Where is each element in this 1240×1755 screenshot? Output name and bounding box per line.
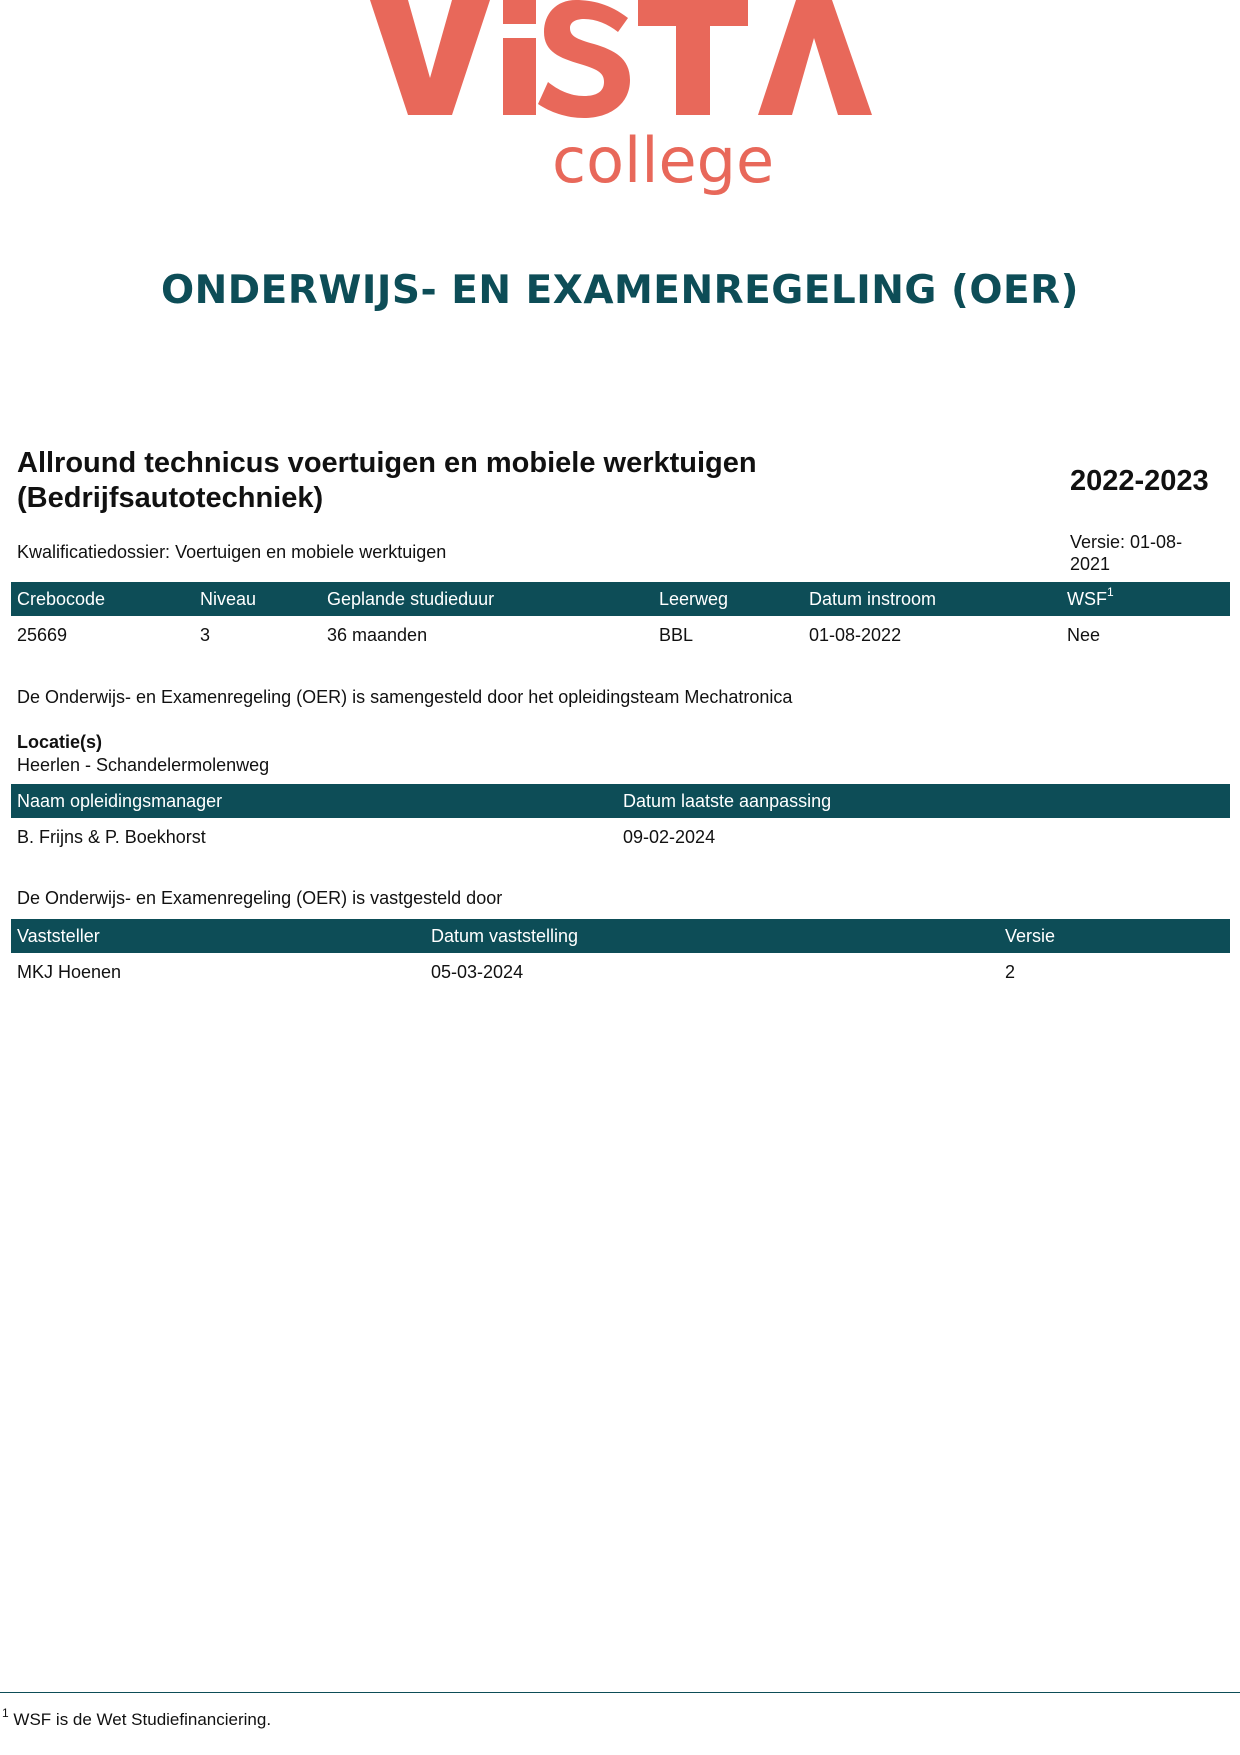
- cell-datum-instroom: 01-08-2022: [809, 624, 902, 645]
- cell-studieduur: 36 maanden: [327, 624, 428, 645]
- locaties-label: Locatie(s): [17, 732, 103, 752]
- logo-letter-t-bar: [638, 0, 748, 26]
- cell-opleidingsmanager: B. Frijns & P. Boekhorst: [17, 826, 206, 847]
- program-title-line2: (Bedrijfsautotechniek): [17, 482, 324, 514]
- program-info-table: [11, 582, 1230, 654]
- cell-crebocode: 25669: [17, 624, 68, 645]
- logo-letter-a: [758, 0, 872, 115]
- cell-laatste-aanpassing: 09-02-2024: [623, 826, 716, 847]
- vista-college-logo: [360, 0, 880, 205]
- team-text: De Onderwijs- en Examenregeling (OER) is samengesteld door het opleidingsteam Mechatronica: [17, 687, 793, 707]
- locaties-value: Heerlen - Schandelermolenweg: [17, 755, 270, 775]
- academic-year: 2022-2023: [1070, 465, 1209, 497]
- header-studieduur: Geplande studieduur: [321, 582, 653, 616]
- header-leerweg: Leerweg: [653, 582, 803, 616]
- manager-table: [11, 784, 1230, 856]
- footnote: [2, 1706, 272, 1730]
- table-header-row: [11, 784, 1230, 818]
- cell-leerweg: BBL: [659, 624, 694, 645]
- logo-letter-v: [370, 0, 490, 115]
- table-row: [11, 818, 1230, 856]
- table-header-row: [11, 919, 1230, 953]
- program-version-line2: 2021: [1070, 554, 1111, 574]
- program-version-line1: Versie: 01-08-: [1070, 532, 1183, 552]
- program-title: [17, 446, 837, 516]
- program-version: [1070, 531, 1220, 575]
- vastgesteld-text: De Onderwijs- en Examenregeling (OER) is vastgesteld door: [17, 888, 503, 908]
- header-niveau: Niveau: [194, 582, 321, 616]
- program-title-line1: Allround technicus voertuigen en mobiele werktuigen: [17, 447, 757, 479]
- logo-letter-s: [538, 0, 630, 118]
- cell-versie: 2: [1005, 961, 1016, 982]
- logo-college-text: college: [552, 124, 775, 197]
- logo-letter-i-stem: [503, 38, 536, 115]
- kwalificatiedossier: Kwalificatiedossier: Voertuigen en mobiele werktuigen: [17, 542, 447, 562]
- document-title: ONDERWIJS- EN EXAMENREGELING (OER): [161, 268, 1079, 313]
- footnote-text: WSF is de Wet Studiefinanciering.: [13, 1710, 272, 1729]
- footnote-ref[interactable]: 1: [1107, 584, 1114, 599]
- header-vaststeller: Vaststeller: [11, 919, 425, 953]
- logo-letter-t-stem: [676, 26, 710, 115]
- header-wsf-label: WSF: [1067, 588, 1107, 609]
- header-laatste-aanpassing: Datum laatste aanpassing: [617, 784, 1230, 818]
- header-versie: Versie: [999, 919, 1230, 953]
- header-datum-vaststelling: Datum vaststelling: [425, 919, 999, 953]
- cell-datum-vaststelling: 05-03-2024: [431, 961, 524, 982]
- logo-graphic: [360, 0, 880, 205]
- footnote-marker: 1: [2, 1706, 9, 1720]
- cell-niveau: 3: [200, 624, 211, 645]
- table-header-row: [11, 582, 1230, 616]
- table-row: [11, 953, 1230, 991]
- header-wsf: [1061, 582, 1230, 616]
- table-row: [11, 616, 1230, 654]
- logo-letter-i-dot: [503, 0, 536, 24]
- header-datum-instroom: Datum instroom: [803, 582, 1061, 616]
- cell-wsf: Nee: [1067, 624, 1101, 645]
- footnote-divider: [0, 1692, 1240, 1693]
- cell-vaststeller: MKJ Hoenen: [17, 961, 122, 982]
- header-opleidingsmanager: Naam opleidingsmanager: [11, 784, 617, 818]
- header-crebocode: Crebocode: [11, 582, 194, 616]
- vaststelling-table: [11, 919, 1230, 991]
